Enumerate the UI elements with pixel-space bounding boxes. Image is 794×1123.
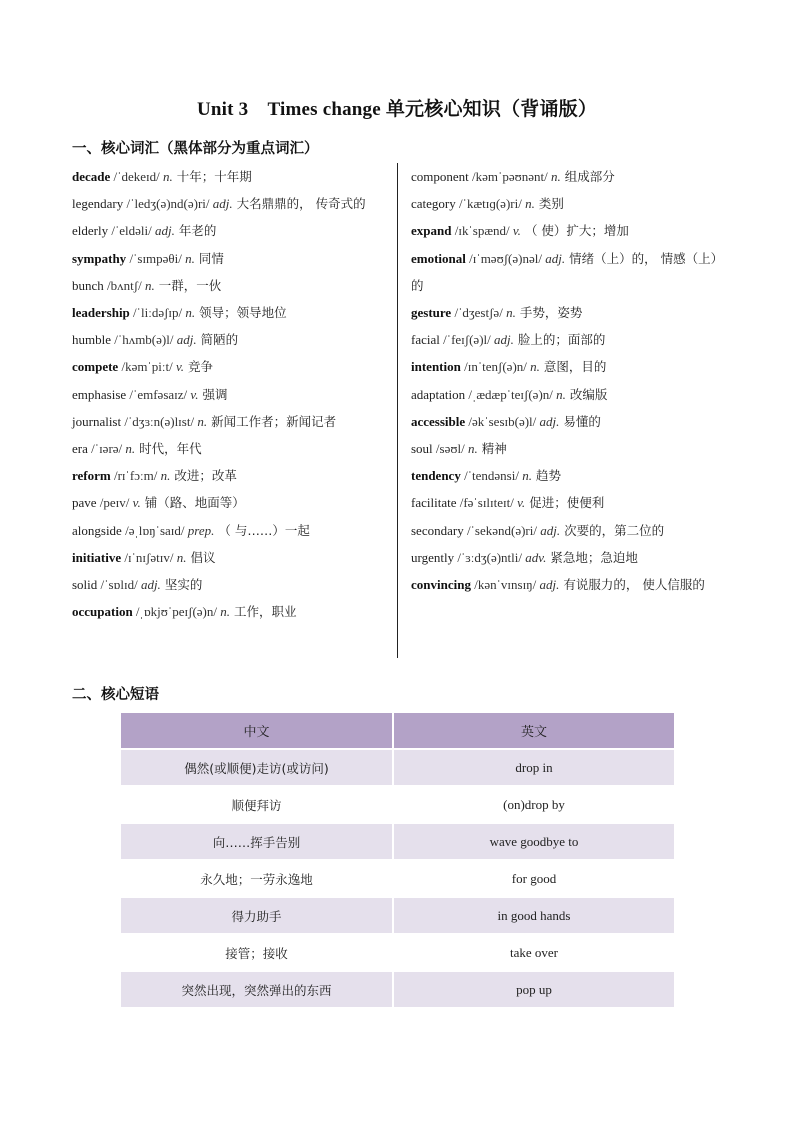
table-row	[120, 786, 675, 823]
vocab-part-of-speech: n.	[163, 169, 173, 184]
phrase-english-cell: wave goodbye to	[393, 823, 675, 860]
vocab-word: tendency	[411, 468, 461, 484]
vocab-meaning: 紧急地；急迫地	[550, 549, 638, 565]
vocab-entry	[411, 190, 722, 217]
vocab-meaning: 意图，目的	[543, 359, 607, 375]
vocab-word: leadership	[72, 305, 130, 321]
phrase-table	[119, 713, 676, 1009]
vocab-part-of-speech: n.	[125, 441, 136, 457]
vocab-part-of-speech: adj.	[539, 413, 560, 429]
vocab-phonetic: /ɪnˈtenʃ(ə)n/	[460, 359, 531, 375]
vocab-entry	[72, 571, 394, 598]
column-divider	[397, 163, 398, 658]
vocab-entry	[411, 245, 722, 299]
vocab-entry	[411, 381, 722, 408]
vocab-part-of-speech: adj.	[545, 250, 566, 266]
vocab-word: bunch	[72, 277, 104, 293]
vocab-part-of-speech: n.	[144, 277, 155, 293]
column-header-chinese: 中文	[120, 713, 393, 749]
vocab-meaning: 易懂的	[563, 413, 601, 429]
vocab-meaning: 次要的，第二位的	[564, 522, 665, 538]
vocab-part-of-speech: n.	[467, 441, 478, 457]
vocab-entry	[411, 544, 722, 571]
phrase-chinese-cell: 向……挥手告别	[120, 823, 393, 860]
vocab-part-of-speech: adj.	[212, 196, 233, 212]
vocab-entry	[72, 517, 394, 544]
vocab-phonetic: /bʌntʃ/	[103, 277, 145, 293]
vocab-word: occupation	[72, 604, 133, 620]
vocab-meaning: 领导；领导地位	[199, 305, 287, 321]
phrase-chinese-cell: 接管；接收	[120, 934, 393, 971]
vocab-phonetic: /peɪv/	[96, 495, 133, 511]
vocab-entry	[72, 462, 394, 489]
vocab-part-of-speech: prep.	[187, 522, 215, 538]
vocab-word: sympathy	[72, 250, 127, 266]
phrase-chinese-cell: 偶然(或顺便)走访(或访问)	[120, 749, 393, 786]
vocab-meaning: 坚实的	[164, 577, 203, 593]
vocab-part-of-speech: n.	[522, 468, 532, 484]
vocab-entry	[72, 245, 394, 272]
phrase-english-cell: in good hands	[393, 897, 675, 934]
table-row	[120, 971, 675, 1008]
vocab-part-of-speech: adj.	[540, 522, 561, 538]
vocab-phonetic: /ˈhʌmb(ə)l/	[111, 332, 177, 348]
vocab-meaning: 十年；十年期	[176, 169, 252, 184]
phrase-english-cell: pop up	[393, 971, 675, 1008]
vocab-word: soul	[411, 441, 433, 457]
vocab-phonetic: /ˌɒkjʊˈpeɪʃ(ə)n/	[132, 604, 221, 620]
vocab-entry	[72, 272, 394, 299]
vocab-part-of-speech: adv.	[525, 549, 547, 565]
vocab-word: pave	[72, 495, 97, 511]
vocab-phonetic: /ˈsɒlɪd/	[97, 577, 141, 593]
vocab-phonetic: /ˈsɪmpəθi/	[126, 250, 186, 266]
vocab-meaning: 类别	[538, 196, 564, 212]
vocab-entry	[411, 326, 722, 353]
vocab-part-of-speech: adj.	[494, 332, 514, 348]
phrase-chinese-cell: 永久地；一劳永逸地	[120, 860, 393, 897]
vocab-entry	[411, 435, 722, 462]
vocab-entry	[72, 381, 394, 408]
vocab-word: initiative	[72, 549, 122, 565]
vocab-entry	[411, 489, 722, 516]
vocab-entry	[411, 299, 722, 326]
vocab-word: emotional	[411, 250, 466, 266]
vocab-word: component	[411, 169, 469, 184]
vocab-phonetic: /kəmˈpiːt/	[118, 359, 176, 375]
vocab-word: emphasise	[72, 386, 127, 402]
table-row	[120, 749, 675, 786]
vocab-meaning: （ 与……）一起	[218, 522, 310, 538]
phrase-chinese-cell: 得力助手	[120, 897, 393, 934]
vocab-entry	[411, 353, 722, 380]
vocabulary-column-left	[72, 163, 394, 625]
vocab-word: convincing	[411, 577, 471, 593]
vocab-phonetic: /səʊl/	[432, 441, 468, 457]
vocab-word: facilitate	[411, 495, 457, 511]
vocab-word: alongside	[72, 522, 122, 538]
table-row	[120, 897, 675, 934]
vocab-meaning: 新闻工作者；新闻记者	[211, 413, 337, 429]
vocab-meaning: 改进；改革	[174, 468, 237, 484]
vocab-part-of-speech: adj.	[176, 332, 197, 348]
vocab-word: facial	[411, 332, 440, 348]
vocab-meaning: 铺（路、地面等）	[144, 495, 245, 511]
section-heading-vocabulary: 一、核心词汇（黑体部分为重点词汇）	[72, 141, 319, 157]
vocab-meaning: 趋势	[535, 468, 561, 484]
vocab-word: legendary	[72, 196, 124, 212]
vocab-part-of-speech: v.	[132, 495, 141, 511]
vocab-word: decade	[72, 169, 111, 184]
table-row	[120, 823, 675, 860]
vocab-entry	[411, 571, 722, 598]
vocab-entry	[411, 163, 722, 190]
phrase-english-cell: (on)drop by	[393, 786, 675, 823]
table-row	[120, 934, 675, 971]
vocab-word: gesture	[411, 305, 452, 321]
vocab-meaning: 工作，职业	[234, 604, 297, 620]
vocab-entry	[72, 544, 394, 571]
vocab-entry	[72, 190, 394, 217]
vocab-part-of-speech: n.	[197, 413, 208, 429]
vocab-word: elderly	[72, 223, 109, 239]
phrase-chinese-cell: 顺便拜访	[120, 786, 393, 823]
vocab-entry	[72, 489, 394, 516]
vocab-part-of-speech: n.	[556, 386, 566, 402]
vocab-word: era	[72, 441, 88, 457]
vocab-phonetic: /ˈkætɪɡ(ə)ri/	[455, 196, 526, 212]
vocab-entry	[72, 299, 394, 326]
vocab-part-of-speech: adj.	[140, 577, 161, 593]
vocab-entry	[72, 408, 394, 435]
vocab-part-of-speech: n.	[551, 169, 561, 184]
vocab-phonetic: /əˌlɒŋˈsaɪd/	[121, 522, 188, 538]
vocab-part-of-speech: v.	[175, 359, 185, 375]
vocab-meaning: 一群，一伙	[158, 277, 222, 293]
phrase-chinese-cell: 突然出现，突然弹出的东西	[120, 971, 393, 1008]
vocab-word: solid	[72, 577, 98, 593]
vocab-word: urgently	[411, 549, 455, 565]
vocab-meaning: 年老的	[178, 223, 217, 239]
vocab-entry	[72, 353, 394, 380]
vocab-meaning: 促进；使便利	[529, 495, 605, 511]
vocab-word: expand	[411, 223, 452, 239]
vocab-meaning: 情绪（上）的， 情感（上）的	[411, 250, 717, 293]
phrase-english-cell: for good	[393, 860, 675, 897]
vocab-entry	[411, 517, 722, 544]
vocab-meaning: 组成部分	[564, 169, 615, 184]
vocab-part-of-speech: v.	[517, 495, 526, 511]
vocab-meaning: 改编版	[569, 386, 608, 402]
vocab-part-of-speech: n.	[530, 359, 540, 375]
vocab-phonetic: /ˈdʒestʃə/	[451, 305, 507, 321]
vocab-phonetic: /fəˈsɪlɪteɪt/	[456, 495, 518, 511]
section-heading-phrases: 二、核心短语	[72, 687, 159, 703]
vocab-phonetic: /ˈɜːdʒ(ə)ntli/	[454, 549, 526, 565]
vocab-part-of-speech: n.	[220, 604, 230, 620]
vocab-word: secondary	[411, 522, 464, 538]
vocab-part-of-speech: n.	[525, 196, 535, 212]
vocab-phonetic: /kənˈvɪnsɪŋ/	[470, 577, 540, 593]
vocab-phonetic: /rɪˈfɔːm/	[110, 468, 161, 484]
vocab-word: compete	[72, 359, 119, 375]
vocab-word: humble	[72, 332, 111, 348]
vocab-part-of-speech: n.	[160, 468, 171, 484]
vocab-phonetic: /ɪkˈspænd/	[451, 223, 513, 239]
vocab-phonetic: /ɪˈməʊʃ(ə)nəl/	[465, 250, 546, 266]
vocab-word: adaptation	[411, 386, 466, 402]
vocab-entry	[411, 462, 722, 489]
vocab-meaning: 强调	[202, 386, 228, 402]
vocab-meaning: 同情	[198, 250, 224, 266]
column-header-english: 英文	[393, 713, 675, 749]
vocab-part-of-speech: v.	[190, 386, 199, 402]
vocab-word: reform	[72, 468, 111, 484]
phrase-english-cell: drop in	[393, 749, 675, 786]
vocab-word: intention	[411, 359, 461, 375]
vocab-part-of-speech: n.	[185, 250, 195, 266]
vocab-meaning: 精神	[481, 441, 507, 457]
table-row	[120, 860, 675, 897]
vocab-phonetic: /ˈeldəli/	[108, 223, 156, 239]
vocab-phonetic: /əkˈsesɪb(ə)l/	[465, 413, 540, 429]
vocab-meaning: （ 使）扩大；增加	[524, 223, 629, 239]
vocab-meaning: 脸上的；面部的	[517, 332, 606, 348]
vocab-phonetic: /ɪˈnɪʃətɪv/	[121, 549, 177, 565]
vocab-phonetic: /ˈɪərə/	[87, 441, 126, 457]
vocab-meaning: 竞争	[188, 359, 214, 375]
vocab-word: category	[411, 196, 456, 212]
vocab-entry	[411, 408, 722, 435]
vocab-phonetic: /ˈfeɪʃ(ə)l/	[439, 332, 495, 348]
vocab-phonetic: /ˈliːdəʃɪp/	[129, 305, 186, 321]
vocab-phonetic: /ˌædæpˈteɪʃ(ə)n/	[465, 386, 557, 402]
vocab-phonetic: /ˈledʒ(ə)nd(ə)ri/	[123, 196, 213, 212]
vocab-phonetic: /ˈsekənd(ə)ri/	[463, 522, 541, 538]
vocab-part-of-speech: n.	[176, 549, 187, 565]
vocab-part-of-speech: adj.	[155, 223, 175, 239]
vocab-entry	[72, 435, 394, 462]
vocab-part-of-speech: adj.	[539, 577, 560, 593]
vocab-meaning: 手势，姿势	[519, 305, 583, 321]
vocab-phonetic: /ˈtendənsi/	[460, 468, 523, 484]
vocab-phonetic: /ˈemfəsaɪz/	[126, 386, 191, 402]
vocabulary-column-right	[411, 163, 722, 598]
vocab-entry	[72, 326, 394, 353]
vocab-entry	[72, 163, 394, 190]
vocab-part-of-speech: n.	[506, 305, 516, 321]
vocab-meaning: 有说服力的， 使人信服的	[563, 577, 705, 593]
vocab-entry	[72, 217, 394, 244]
vocab-entry	[72, 598, 394, 625]
vocab-part-of-speech: n.	[185, 305, 196, 321]
vocab-meaning: 简陋的	[200, 332, 239, 348]
vocab-phonetic: /kəmˈpəʊnənt/	[468, 169, 551, 184]
table-header-row	[120, 713, 675, 749]
vocab-part-of-speech: v.	[512, 223, 521, 239]
phrase-english-cell: take over	[393, 934, 675, 971]
vocab-meaning: 大名鼎鼎的， 传奇式的	[236, 196, 366, 212]
vocab-phonetic: /ˈdʒɜːn(ə)lɪst/	[121, 413, 198, 429]
vocab-word: accessible	[411, 413, 466, 429]
vocab-meaning: 时代，年代	[139, 441, 202, 457]
page-title: Unit 3 Times change 单元核心知识（背诵版）	[196, 99, 598, 120]
vocabulary-list	[72, 163, 722, 658]
vocab-phonetic: /ˈdekeɪd/	[110, 169, 163, 184]
vocab-meaning: 倡议	[190, 549, 216, 565]
vocab-entry	[411, 217, 722, 244]
vocab-word: journalist	[72, 413, 122, 429]
